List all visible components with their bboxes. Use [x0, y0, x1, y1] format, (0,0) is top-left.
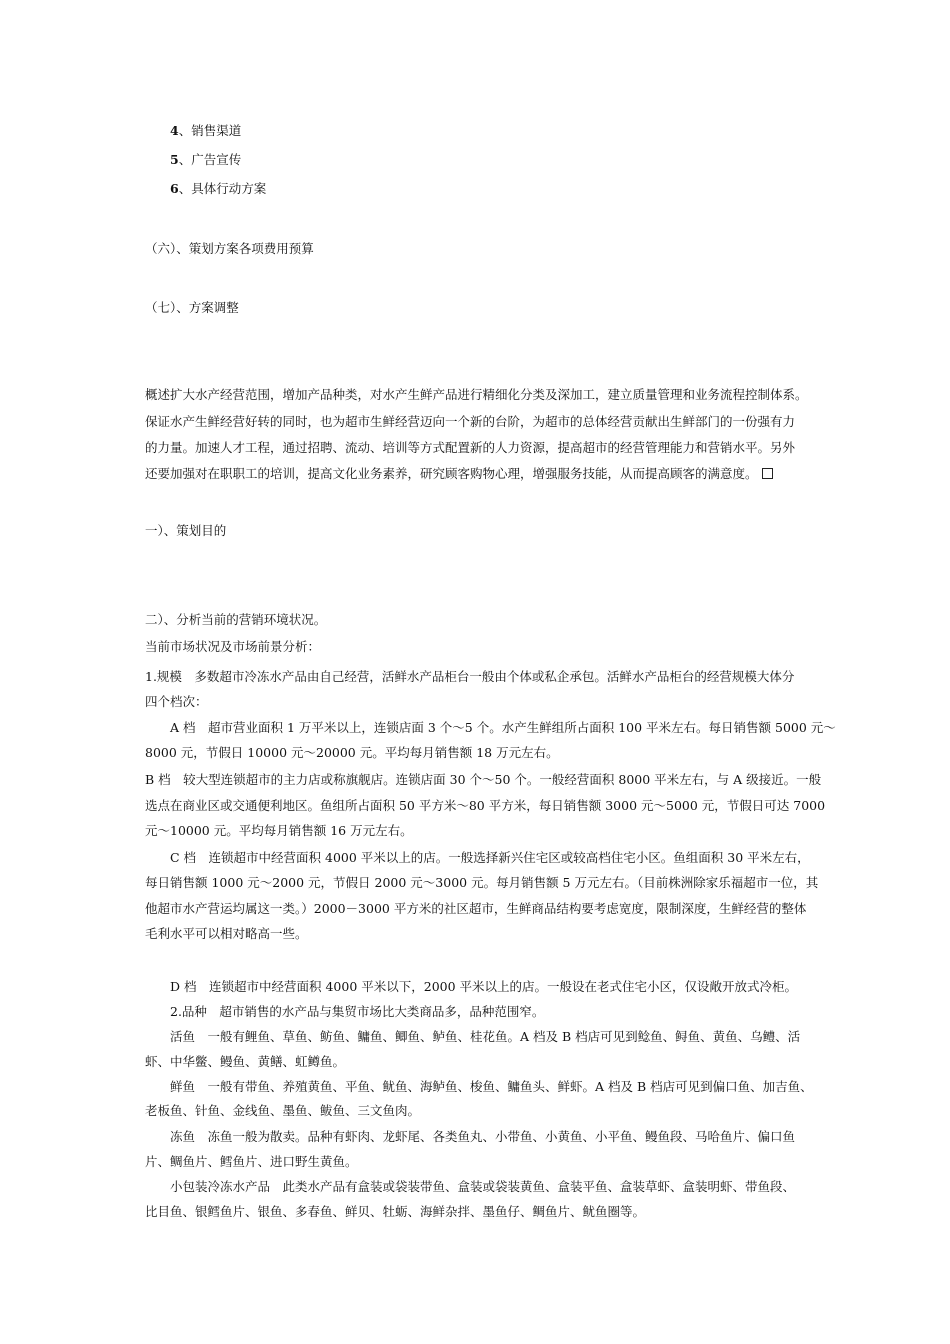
packaged-line-1: 小包装冷冻水产品 此类水产品有盒装或袋装带鱼、盒装或袋装黄鱼、盒装平鱼、盒装草虾、盒装明虾、带鱼段、	[170, 1179, 796, 1194]
checkbox-mark-icon	[762, 468, 773, 479]
outline-item-4	[170, 118, 835, 144]
tier-b-line-3: 元～10000 元。平均每月销售额 16 万元左右。	[145, 823, 413, 838]
overview-line-1: 概述扩大水产经营范围，增加产品种类，对水产生鲜产品进行精细化分类及深加工，建立质量管理和业务流程控制体系。	[145, 387, 808, 402]
tier-a-line-1: A 档 超市营业面积 1 万平米以上，连锁店面 3 个～5 个。水产生鲜组所占面积 100 平米左右。每日销售额 5000 元～	[170, 720, 836, 735]
overview-line-2: 保证水产生鲜经营好转的同时，也为超市生鲜经营迈向一个新的台阶，为超市的总体经营贡献出生鲜部门的一份强有力	[145, 414, 796, 429]
live-fish-line-2: 虾、中华鳖、鳗鱼、黄鳝、虹鳟鱼。	[145, 1054, 346, 1069]
outline-item-5-text: 、广告宣传	[178, 152, 242, 167]
outline-item-4-number: 4	[170, 123, 179, 138]
scale-line-1: 1.规模 多数超市冷冻水产品由自己经营，活鲜水产品柜台一般由个体或私企承包。活鲜水产品柜台的经营规模大体分	[145, 669, 795, 684]
fresh-fish-line-2: 老板鱼、针鱼、金线鱼、墨鱼、鲅鱼、三文鱼肉。	[145, 1103, 421, 1118]
overview-line-4-text: 还要加强对在职职工的培训，提高文化业务素养，研究顾客购物心理，增强服务技能，从而提高顾客的满意度。	[145, 466, 758, 481]
purpose-heading: 一）、策划目的	[145, 523, 227, 538]
section-7-heading: （七）、方案调整	[145, 300, 239, 315]
variety-line-1: 2.品种 超市销售的水产品与集贸市场比大类商品多，品种范围窄。	[170, 1004, 545, 1019]
market-heading: 当前市场状况及市场前景分析：	[145, 639, 321, 654]
tier-c-line-4: 毛利水平可以相对略高一些。	[145, 926, 308, 941]
tier-b-line-2: 选点在商业区或交通便利地区。鱼组所占面积 50 平方米～80 平方米，每日销售额 3000 元～5000 元，节假日可达 7000	[145, 798, 826, 813]
section-6-heading: （六）、策划方案各项费用预算	[145, 241, 314, 256]
tier-d-line-1: D 档 连锁超市中经营面积 4000 平米以下，2000 平米以上的店。一般设在老式住宅小区，仅设敞开放式冷柜。	[170, 979, 798, 994]
outline-item-6-number: 6	[170, 181, 179, 196]
analysis-heading: 二）、分析当前的营销环境状况。	[145, 612, 327, 627]
frozen-fish-line-2: 片、鲷鱼片、鳕鱼片、进口野生黄鱼。	[145, 1154, 358, 1169]
outline-item-6-text: 、具体行动方案	[178, 181, 267, 196]
tier-c-line-3: 他超市水产营运均属这一类。）2000－3000 平方米的社区超市，生鲜商品结构要考虑宽度，限制深度，生鲜经营的整体	[145, 901, 807, 916]
fresh-fish-line-1: 鲜鱼 一般有带鱼、养殖黄鱼、平鱼、鱿鱼、海鲈鱼、梭鱼、鳙鱼头、鲜虾。A 档及 B 档店可见到偏口鱼、加吉鱼、	[170, 1079, 813, 1094]
outline-item-5	[170, 147, 835, 173]
tier-c-line-1: C 档 连锁超市中经营面积 4000 平米以上的店。一般选择新兴住宅区或较高档住宅小区。鱼组面积 30 平米左右，	[170, 850, 810, 865]
overview-line-4	[145, 461, 810, 487]
tier-b-line-1: B 档 较大型连锁超市的主力店或称旗舰店。连锁店面 30 个～50 个。一般经营面积 8000 平米左右，与 A 级接近。一般	[145, 772, 822, 787]
overview-line-3: 的力量。加速人才工程，通过招聘、流动、培训等方式配置新的人力资源，提高超市的经营管理能力和营销水平。另外	[145, 440, 796, 455]
outline-item-5-number: 5	[170, 152, 179, 167]
tier-a-line-2: 8000 元，节假日 10000 元～20000 元。平均每月销售额 18 万元左右。	[145, 745, 559, 760]
live-fish-line-1: 活鱼 一般有鲤鱼、草鱼、鲂鱼、鳙鱼、鲫鱼、鲈鱼、桂花鱼。A 档及 B 档店可见到鲶鱼、鲟鱼、黄鱼、乌鳢、活	[170, 1029, 801, 1044]
outline-item-6	[170, 176, 835, 202]
scale-line-2: 四个档次：	[145, 694, 208, 709]
tier-c-line-2: 每日销售额 1000 元～2000 元，节假日 2000 元～3000 元。每月销售额 5 万元左右。（目前株洲除家乐福超市一位，其	[145, 875, 819, 890]
outline-item-4-text: 、销售渠道	[178, 123, 242, 138]
packaged-line-2: 比目鱼、银鳕鱼片、银鱼、多春鱼、鲜贝、牡蛎、海鲜杂拌、墨鱼仔、鲷鱼片、鱿鱼圈等。	[145, 1204, 646, 1219]
frozen-fish-line-1: 冻鱼 冻鱼一般为散卖。品种有虾肉、龙虾尾、各类鱼丸、小带鱼、小黄鱼、小平鱼、鳗鱼段、马哈鱼片、偏口鱼	[170, 1129, 796, 1144]
